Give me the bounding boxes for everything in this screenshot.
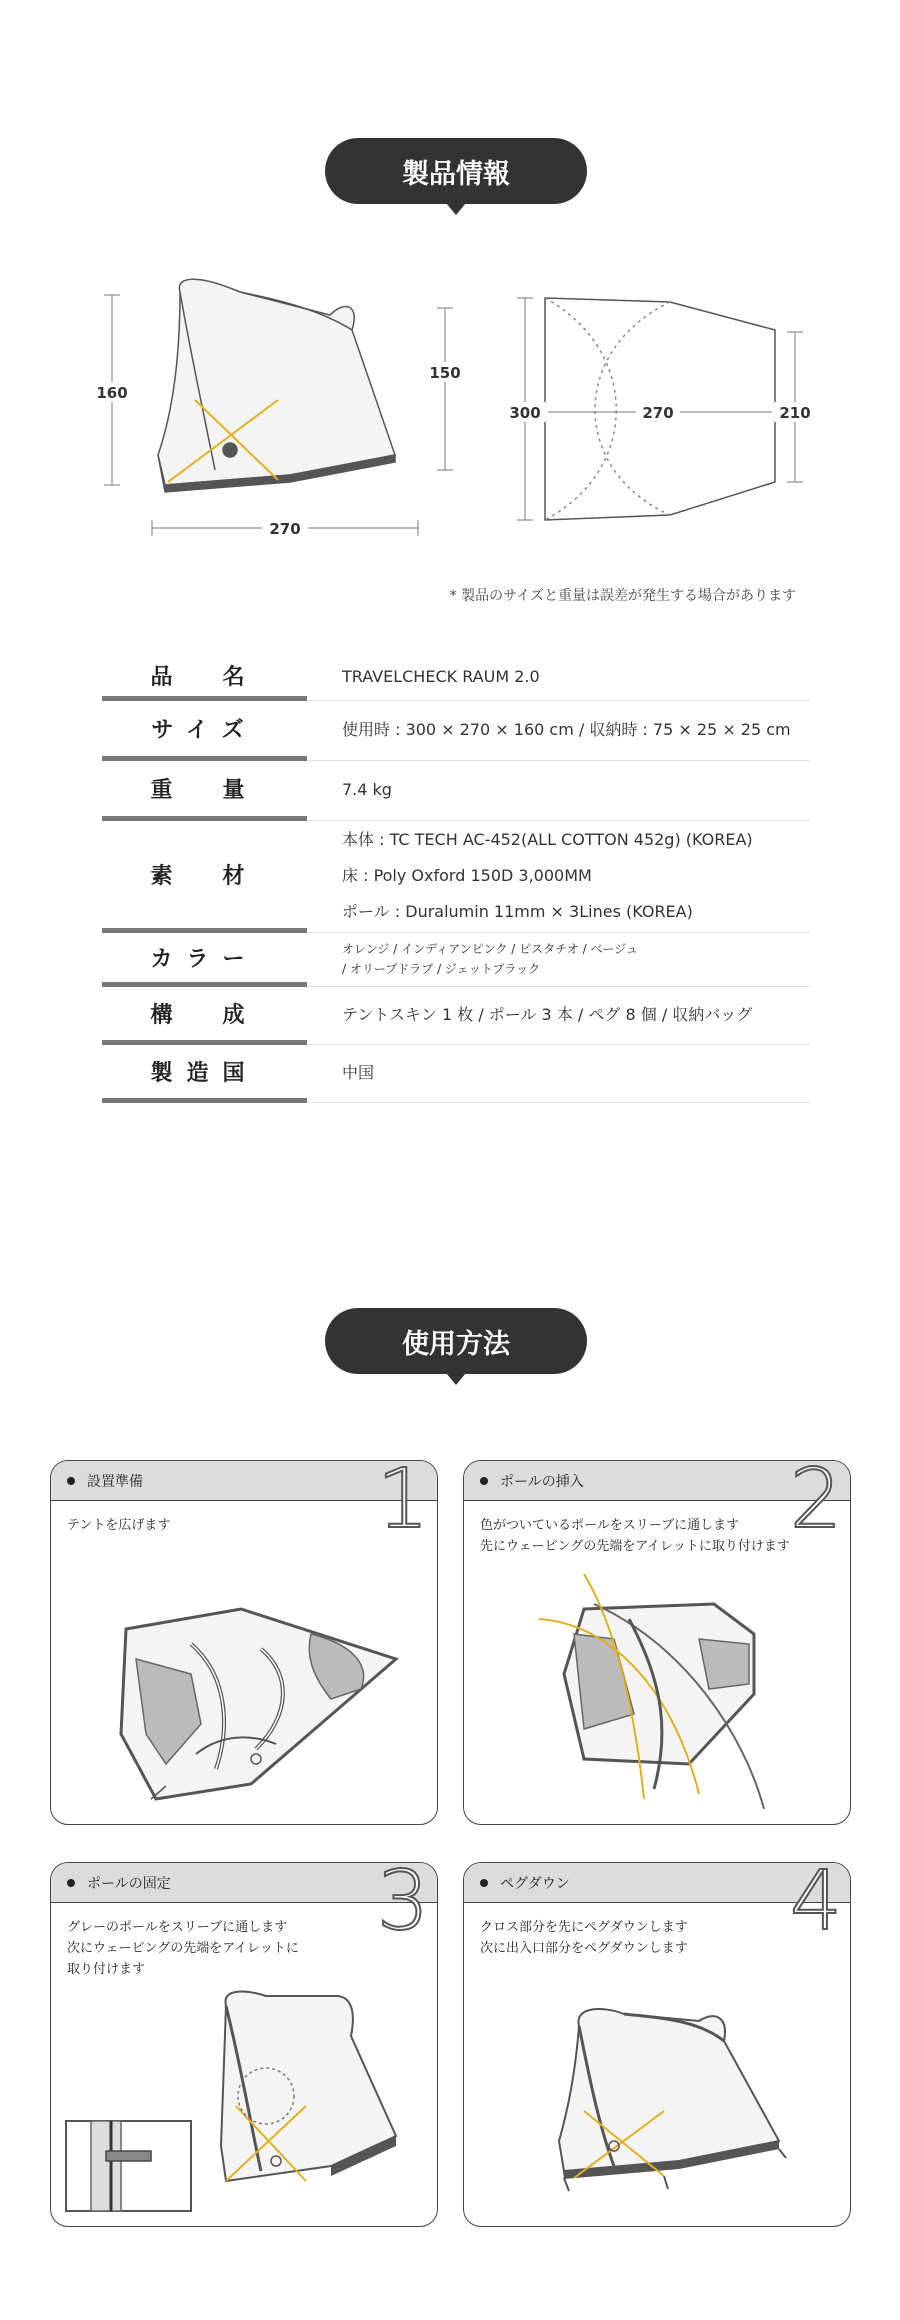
step-card-4: [463, 1862, 851, 2227]
spec-label: カラー: [102, 933, 307, 987]
step-line: 次に出入口部分をペグダウンします: [480, 1941, 688, 1956]
bullet-icon: [480, 1477, 488, 1485]
material-line: 本体 : TC TECH AC-452(ALL COTTON 452g) (KOREA): [342, 830, 753, 850]
color-line: オレンジ / インディアンピンク / ピスタチオ / ベージュ: [342, 942, 639, 957]
spec-value: テントスキン 1 枚 / ポール 3 本 / ペグ 8 個 / 収納バッグ: [342, 1005, 753, 1025]
step-title: ポールの固定: [87, 1875, 171, 1892]
spec-value: [307, 940, 810, 978]
spec-label: 製造国: [102, 1045, 307, 1103]
step-title: ペグダウン: [500, 1875, 570, 1892]
dim-side-length: 270: [269, 520, 301, 538]
step-number: 1: [376, 1460, 429, 1547]
step-number: 2: [789, 1460, 842, 1547]
step-title: 設置準備: [87, 1473, 143, 1490]
dim-top-width-right: 210: [779, 404, 811, 422]
tent-spread-illustration: [51, 1564, 438, 1824]
spec-label: 素 材: [102, 821, 307, 933]
pole-insertion-illustration: [464, 1564, 851, 1824]
spec-label: サイズ: [102, 701, 307, 761]
step-title: ポールの挿入: [500, 1473, 584, 1490]
spec-value: TRAVELCHECK RAUM 2.0: [342, 667, 540, 687]
peg-down-illustration: [464, 1966, 851, 2226]
dim-side-height-left: 160: [96, 384, 128, 402]
spec-table: [102, 655, 810, 1103]
size-weight-note: * 製品のサイズと重量は誤差が発生する場合があります: [449, 588, 796, 604]
step-line: 先にウェービングの先端をアイレットに取り付けます: [480, 1539, 790, 1554]
tent-dimension-diagram: [0, 270, 900, 550]
side-height-right-line: [437, 308, 453, 470]
usage-title: 使用方法: [325, 1308, 587, 1374]
bullet-icon: [480, 1879, 488, 1887]
spec-value: 7.4 kg: [342, 780, 392, 800]
spec-label: 重 量: [102, 761, 307, 821]
spec-row-name: [102, 655, 810, 701]
tent-side-view: [158, 279, 395, 492]
dim-top-length: 270: [642, 404, 674, 422]
step-line: クロス部分を先にペグダウンします: [480, 1920, 688, 1935]
step-card-3: [50, 1862, 438, 2227]
dim-top-width-left: 300: [509, 404, 541, 422]
step-line: 取り付けます: [67, 1962, 146, 1977]
spec-label: 構 成: [102, 987, 307, 1045]
step-line: 次にウェービングの先端をアイレットに: [67, 1941, 299, 1956]
spec-row-size: [102, 701, 810, 761]
material-line: 床 : Poly Oxford 150D 3,000MM: [342, 866, 592, 886]
bullet-icon: [67, 1477, 75, 1485]
step-line: グレーのポールをスリーブに通します: [67, 1920, 288, 1935]
spec-value: [307, 823, 810, 931]
step-card-1: [50, 1460, 438, 1825]
dim-side-height-right: 150: [429, 364, 461, 382]
spec-row-material: [102, 821, 810, 933]
step-number: 3: [376, 1862, 429, 1949]
pole-fixing-illustration: [51, 1966, 438, 2226]
spec-label: 品 名: [102, 655, 307, 701]
step-line: 色がついているポールをスリーブに通します: [480, 1518, 740, 1533]
spec-value: 中国: [342, 1063, 375, 1083]
step-number: 4: [789, 1862, 842, 1949]
step-card-2: [463, 1460, 851, 1825]
product-info-title: 製品情報: [325, 138, 587, 204]
material-line: ポール : Duralumin 11mm × 3Lines (KOREA): [342, 902, 693, 922]
color-line: / オリーブドラブ / ジェットブラック: [342, 961, 541, 976]
spec-row-weight: [102, 761, 810, 821]
spec-value: 使用時 : 300 × 270 × 160 cm / 収納時 : 75 × 25 × 25 cm: [342, 720, 791, 740]
spec-row-color: [102, 933, 810, 987]
spec-row-origin: [102, 1045, 810, 1103]
bullet-icon: [67, 1879, 75, 1887]
spec-row-contents: [102, 987, 810, 1045]
step-line: テントを広げます: [67, 1518, 171, 1533]
